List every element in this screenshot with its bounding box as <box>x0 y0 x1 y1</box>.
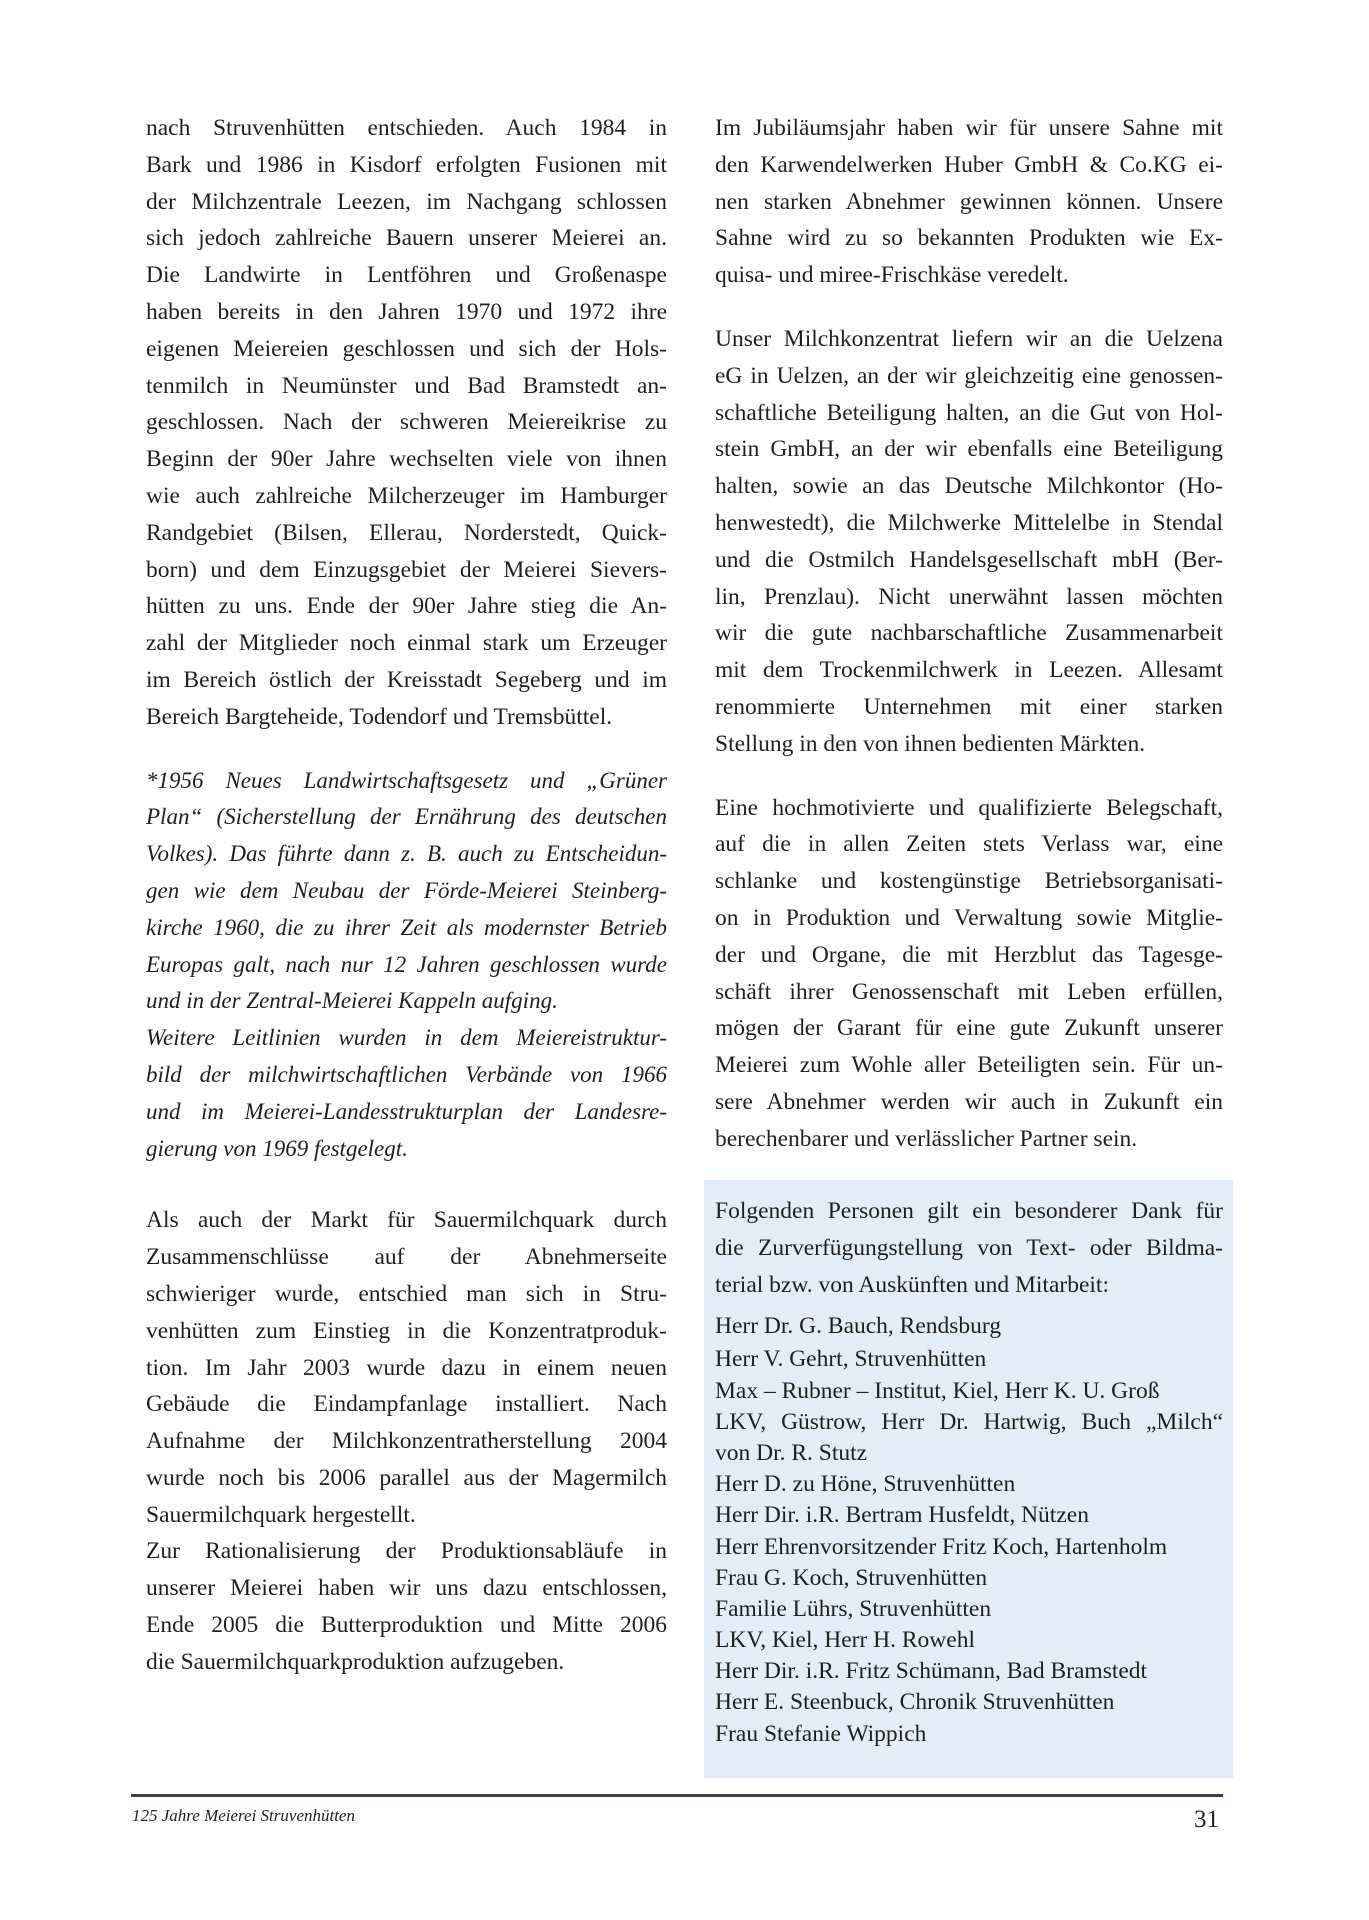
text-line: der Milchzentrale Leezen, im Nachgang schlossen <box>146 188 667 215</box>
text-line: lin, Prenzlau). Nicht unerwähnt lassen möchten <box>715 583 1223 610</box>
text-line: eigenen Meiereien geschlossen und sich der Hols- <box>146 335 667 362</box>
acknowledged-person: Max – Rubner – Institut, Kiel, Herr K. U. Groß <box>715 1377 1160 1404</box>
text-line: on in Produktion und Verwaltung sowie Mitglie- <box>715 904 1223 931</box>
text-line: stein GmbH, an der wir ebenfalls eine Beteiligung <box>715 436 1223 463</box>
footnote-line: gen wie dem Neubau der Förde-Meierei Steinberg- <box>146 877 667 903</box>
text-line: nach Struvenhütten entschieden. Auch 1984 in <box>146 115 667 141</box>
text-line: haben bereits in den Jahren 1970 und 1972 ihre <box>146 298 667 325</box>
text-line: Gebäude die Eindampfanlage installiert. Nach <box>146 1391 667 1418</box>
right-paragraph-3 <box>715 790 1223 1158</box>
acknowledgements-content <box>715 1193 1223 1750</box>
intro-line: Folgenden Personen gilt ein besonderer Dank für <box>715 1198 1223 1224</box>
text-line: geschlossen. Nach der schweren Meiereikrise zu <box>146 409 667 436</box>
text-line: den Karwendelwerken Huber GmbH & Co.KG ei- <box>715 151 1223 178</box>
text-line: berechenbarer und verlässlicher Partner sein. <box>715 1125 1138 1152</box>
text-line: henwestedt), die Milchwerke Mittelelbe in Stendal <box>715 509 1223 536</box>
text-line: hütten zu uns. Ende der 90er Jahre stieg die An- <box>146 593 667 620</box>
acknowledged-list <box>715 1344 1223 1749</box>
spacer <box>146 736 667 763</box>
footnote-line: *1956 Neues Landwirtschaftsgesetz und „Grüner <box>146 767 667 793</box>
acknowledged-person: Familie Lührs, Struvenhütten <box>715 1595 992 1622</box>
footnote <box>146 763 667 1168</box>
left-paragraph-2 <box>146 1202 667 1680</box>
text-line: wir die gute nachbarschaftliche Zusammenarbeit <box>715 620 1223 647</box>
footnote-line: und im Meierei-Landesstrukturplan der Landesre- <box>146 1098 667 1124</box>
text-line: der und Organe, die mit Herzblut das Tagesge- <box>715 941 1223 968</box>
text-line: venhütten zum Einstieg in die Konzentratproduk- <box>146 1317 667 1344</box>
footer-rule <box>131 1794 1223 1797</box>
footnote-line: gierung von 1969 festgelegt. <box>146 1135 408 1161</box>
page-number: 31 <box>1194 1806 1219 1833</box>
spacer <box>715 294 1223 321</box>
text-line: Zusammenschlüsse auf der Abnehmerseite <box>146 1244 667 1271</box>
acknowledged-person: Herr V. Gehrt, Struvenhütten <box>715 1346 987 1373</box>
text-line: Als auch der Markt für Sauermilchquark durch <box>146 1207 667 1234</box>
text-line: renommierte Unternehmen mit einer starken <box>715 693 1223 720</box>
left-paragraph-1 <box>146 110 667 736</box>
text-line: eG in Uelzen, an der wir gleichzeitig eine genossen- <box>715 362 1223 389</box>
spacer <box>715 763 1223 790</box>
acknowledged-person: Herr D. zu Höne, Struvenhütten <box>715 1471 1016 1498</box>
text-line: Randgebiet (Bilsen, Ellerau, Norderstedt, Quick- <box>146 519 667 546</box>
text-line: schäft ihrer Genossenschaft mit Leben erfüllen, <box>715 978 1223 1005</box>
text-line: und die Ostmilch Handelsgesellschaft mbH (Ber- <box>715 546 1223 573</box>
acknowledgements-intro <box>715 1193 1223 1303</box>
text-line: Im Jubiläumsjahr haben wir für unsere Sahne mit <box>715 115 1223 141</box>
footnote-line: Weitere Leitlinien wurden in dem Meiereistruktur- <box>146 1025 667 1051</box>
right-paragraph-1 <box>715 110 1223 294</box>
footer-title: 125 Jahre Meierei Struvenhütten <box>132 1806 355 1825</box>
text-line: Beginn der 90er Jahre wechselten viele von ihnen <box>146 446 667 473</box>
text-line: Aufnahme der Milchkonzentratherstellung 2004 <box>146 1428 667 1455</box>
text-line: born) und dem Einzugsgebiet der Meierei Sievers- <box>146 556 667 583</box>
acknowledgements-box <box>704 1180 1233 1778</box>
text-line: auf die in allen Zeiten stets Verlass war, eine <box>715 831 1223 858</box>
spacer <box>146 1167 667 1202</box>
text-line: Eine hochmotivierte und qualifizierte Belegschaft, <box>715 794 1223 821</box>
text-line: mögen der Garant für eine gute Zukunft unserer <box>715 1015 1223 1042</box>
footnote-line: Europas galt, nach nur 12 Jahren geschlossen wurde <box>146 951 667 977</box>
acknowledged-person: Herr Dir. i.R. Bertram Husfeldt, Nützen <box>715 1502 1089 1529</box>
text-line: tion. Im Jahr 2003 wurde dazu in einem neuen <box>146 1354 667 1381</box>
right-column <box>715 110 1223 1158</box>
text-line: Sauermilchquark hergestellt. <box>146 1501 416 1528</box>
intro-line: terial bzw. von Auskünften und Mitarbeit: <box>715 1271 1109 1298</box>
text-line: nen starken Abnehmer gewinnen können. Unsere <box>715 188 1223 215</box>
text-line: die Sauermilchquarkproduktion aufzugeben. <box>146 1648 565 1675</box>
acknowledged-person: LKV, Güstrow, Herr Dr. Hartwig, Buch „Milch“ <box>715 1408 1223 1435</box>
footnote-line: bild der milchwirtschaftlichen Verbände von 1966 <box>146 1061 667 1087</box>
text-line: unserer Meierei haben wir uns dazu entschlossen, <box>146 1575 667 1602</box>
text-line: Stellung in den von ihnen bedienten Märkten. <box>715 730 1146 757</box>
text-line: Bereich Bargteheide, Todendorf und Tremsbüttel. <box>146 703 613 730</box>
acknowledged-person: Frau Stefanie Wippich <box>715 1720 927 1747</box>
text-line: Sahne wird zu so bekannten Produkten wie Ex- <box>715 225 1223 252</box>
text-line: sere Abnehmer werden wir auch in Zukunft ein <box>715 1088 1223 1115</box>
text-line: schaftliche Beteiligung halten, an die Gut von Hol- <box>715 399 1223 426</box>
text-line: quisa- und miree-Frischkäse veredelt. <box>715 262 1069 289</box>
text-line: sich jedoch zahlreiche Bauern unserer Meierei an. <box>146 225 667 252</box>
text-line: schlanke und kostengünstige Betriebsorganisati- <box>715 868 1223 895</box>
text-line: im Bereich östlich der Kreisstadt Segeberg und im <box>146 666 667 693</box>
text-line: Bark und 1986 in Kisdorf erfolgten Fusionen mit <box>146 151 667 178</box>
acknowledged-person: Herr Ehrenvorsitzender Fritz Koch, Hartenholm <box>715 1533 1168 1560</box>
text-line: Unser Milchkonzentrat liefern wir an die Uelzena <box>715 325 1223 352</box>
text-line: Ende 2005 die Butterproduktion und Mitte 2006 <box>146 1612 667 1639</box>
acknowledged-person: LKV, Kiel, Herr H. Rowehl <box>715 1627 975 1654</box>
left-column <box>146 110 667 1681</box>
footnote-line: kirche 1960, die zu ihrer Zeit als modernster Betrieb <box>146 914 667 940</box>
acknowledged-person: Frau G. Koch, Struvenhütten <box>715 1564 988 1591</box>
text-line: wurde noch bis 2006 parallel aus der Magermilch <box>146 1464 667 1491</box>
text-line: schwieriger wurde, entschied man sich in Stru- <box>146 1280 667 1307</box>
text-line: tenmilch in Neumünster und Bad Bramstedt an- <box>146 372 667 399</box>
text-line: mit dem Trockenmilchwerk in Leezen. Allesamt <box>715 657 1223 684</box>
acknowledged-person: Herr Dr. G. Bauch, Rendsburg <box>715 1313 1002 1340</box>
footnote-line: Volkes). Das führte dann z. B. auch zu Entscheidun- <box>146 841 667 867</box>
right-paragraph-2 <box>715 321 1223 763</box>
text-line: Zur Rationalisierung der Produktionsabläufe in <box>146 1538 667 1565</box>
text-line: Meierei zum Wohle aller Beteiligten sein. Für un- <box>715 1052 1223 1079</box>
text-line: wie auch zahlreiche Milcherzeuger im Hamburger <box>146 482 667 509</box>
text-line: zahl der Mitglieder noch einmal stark um Erzeuger <box>146 630 667 657</box>
acknowledged-person: Herr Dir. i.R. Fritz Schümann, Bad Bramstedt <box>715 1658 1148 1685</box>
text-line: Die Landwirte in Lentföhren und Großenaspe <box>146 262 667 289</box>
acknowledged-person: Herr E. Steenbuck, Chronik Struvenhütten <box>715 1689 1115 1716</box>
acknowledged-person: von Dr. R. Stutz <box>715 1439 868 1466</box>
footnote-line: Plan“ (Sicherstellung der Ernährung des deutschen <box>146 804 667 830</box>
footnote-line: und in der Zentral-Meierei Kappeln aufging. <box>146 988 558 1014</box>
intro-line: die Zurverfügungstellung von Text- oder Bildma- <box>715 1234 1223 1261</box>
text-line: halten, sowie an das Deutsche Milchkontor (Ho- <box>715 473 1223 500</box>
